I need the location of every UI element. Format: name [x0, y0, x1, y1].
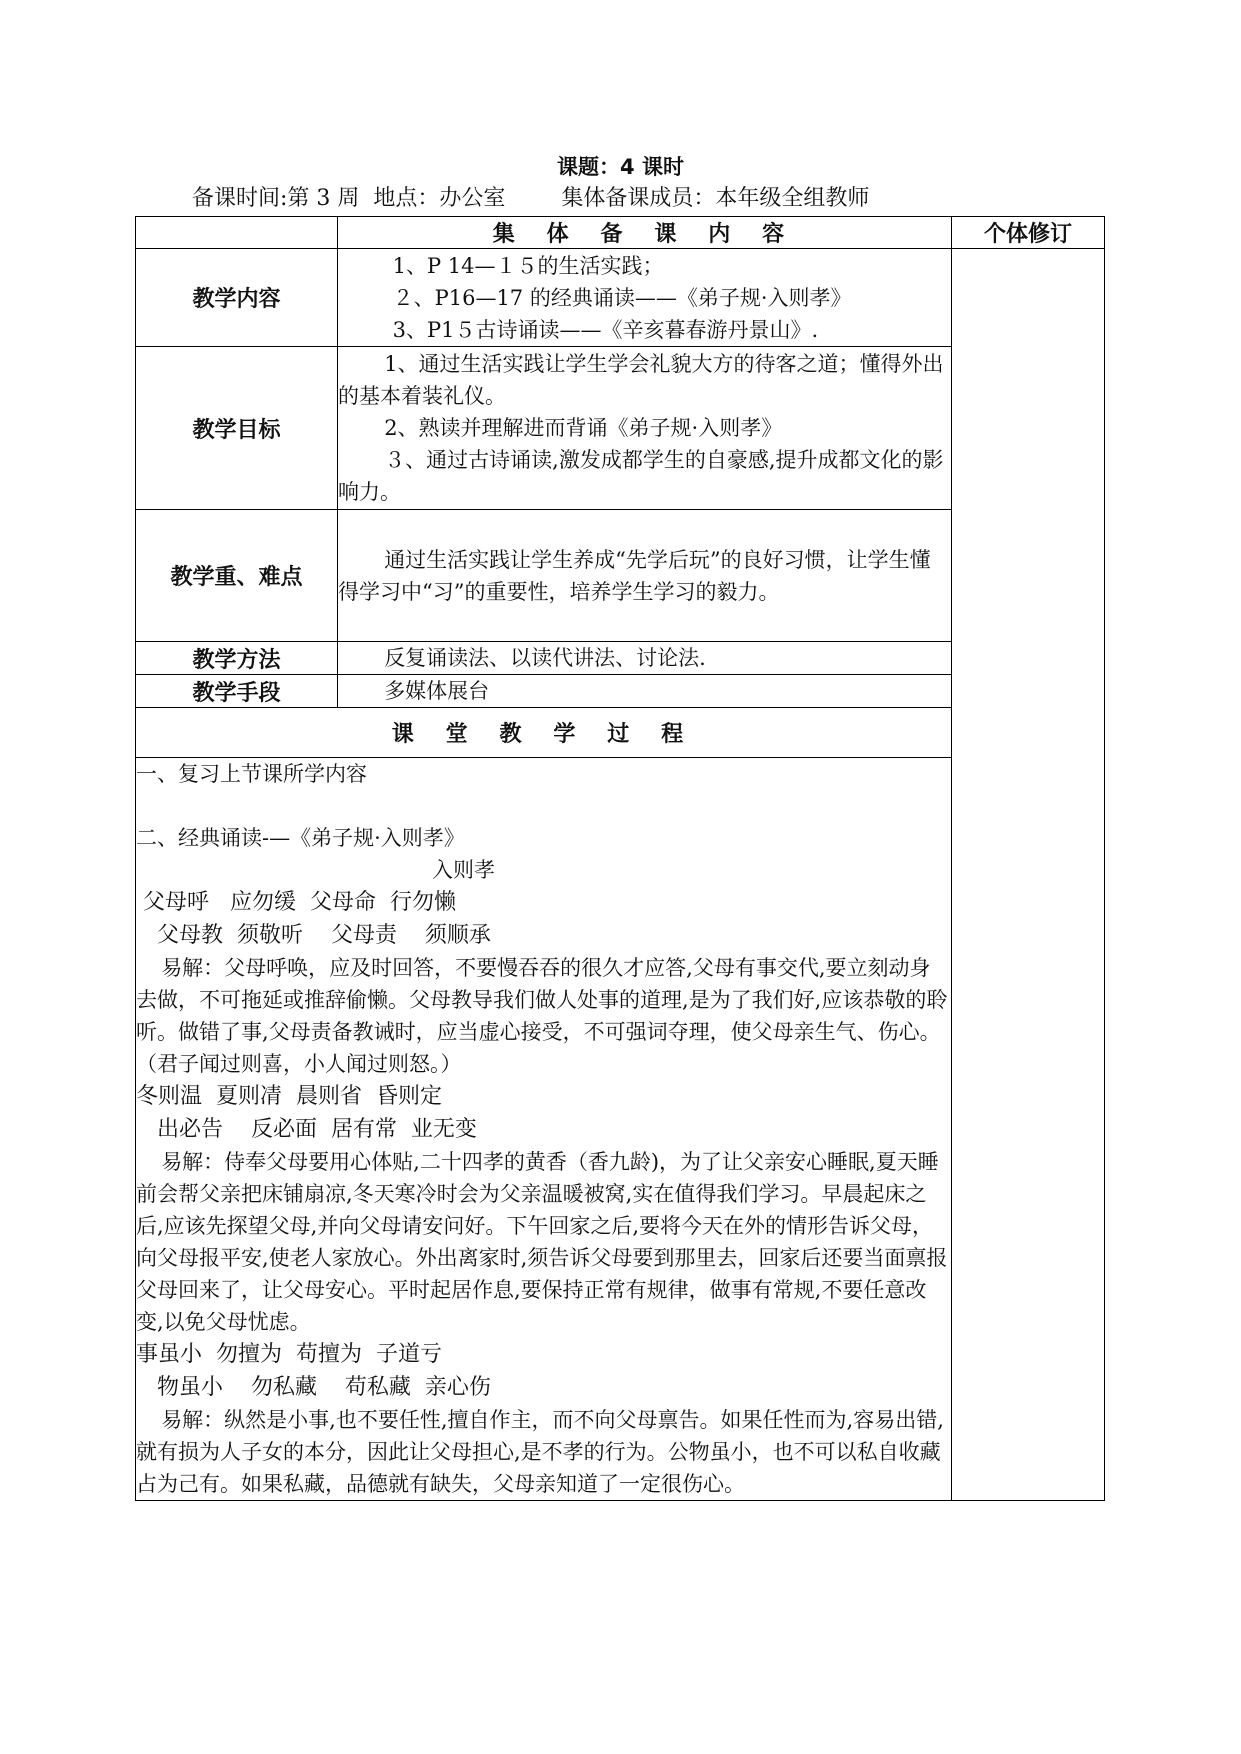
collective-content-header: 集 体 备 课 内 容 [338, 217, 952, 249]
recitation-line: 二、经典诵读-—《弟子规·入则孝》 [136, 826, 465, 850]
teaching-goals-cell: 1、通过生活实践让学生学会礼貌大方的待客之道；懂得外出的基本着装礼仪。 2、熟读并理解进而背诵《弟子规·入则孝》 ３、通过古诗诵读,激发成都学生的自豪感,提升成都文化的影响力。 [338, 347, 952, 510]
lesson-title: 课题：4 课时 [557, 155, 684, 179]
revision-column-cell [952, 249, 1105, 1501]
explanation-paragraph: 易解：父母呼唤，应及时回答，不要慢吞吞的很久才应答,父母有事交代,要立刻动身去做，不可拖延或推辞偷懒。父母教导我们做人处事的道理,是为了我们好,应该恭敬的聆听。做错了事,父母责备教诫时，应当虚心接受，不可强词夺理，使父母亲生气、伤心。（君子闻过则喜，小人闻过则怒。） [136, 956, 948, 1076]
row-label-goals: 教学目标 [136, 347, 338, 510]
verse-line: 冬则温 夏则凊 晨则省 昏则定 [136, 1084, 442, 1109]
row-label-content: 教学内容 [136, 249, 338, 347]
verse-line: 物虽小 勿私藏 苟私藏 亲心伤 [136, 1375, 491, 1400]
row-label-means: 教学手段 [136, 675, 338, 708]
individual-revision-header: 个体修订 [952, 217, 1105, 249]
review-line: 一、复习上节课所学内容 [136, 762, 367, 786]
process-body [136, 758, 952, 1501]
means-cell: 多媒体展台 [338, 675, 952, 708]
explanation-paragraph: 易解：侍奉父母要用心体贴,二十四孝的黄香（香九龄)，为了让父亲安心睡眠,夏天睡前会帮父亲把床铺扇凉,冬天寒冷时会为父亲温暖被窝,实在值得我们学习。早晨起床之后,应该先探望父母,并向父母请安问好。下午回家之后,要将今天在外的情形告诉父母，向父母报平安,使老人家放心。外出离家时,须告诉父母要到那里去，回家后还要当面禀报父母回来了，让父母安心。平时起居作息,要保持正常有规律，做事有常规,不要任意改变,以免父母忧虑。 [136, 1150, 948, 1334]
verse-line: 父母呼 应勿缓 父母命 行勿懒 [136, 890, 456, 915]
section-subtitle: 入则孝 [432, 858, 495, 882]
verse-line: 事虽小 勿擅为 苟擅为 子道亏 [136, 1342, 442, 1367]
row-label-key-points: 教学重、难点 [136, 510, 338, 642]
row-label-methods: 教学方法 [136, 642, 338, 675]
methods-cell: 反复诵读法、以读代讲法、讨论法. [338, 642, 952, 675]
teaching-content-cell: 1、P 14—１５的生活实践； ２、P16—17 的经典诵读——《弟子规·入则孝》 3、P1５古诗诵读——《辛亥暮春游丹景山》. [338, 249, 952, 347]
key-points-cell: 通过生活实践让学生养成“先学后玩”的良好习惯，让学生懂得学习中“习”的重要性，培养学生学习的毅力。 [338, 510, 952, 642]
prep-meta-line: 备课时间:第 3 周 地点：办公室 集体备课成员：本年级全组教师 [192, 186, 870, 211]
process-header: 课 堂 教 学 过 程 [136, 708, 952, 758]
lesson-plan-table [135, 216, 1105, 1501]
explanation-paragraph: 易解：纵然是小事,也不要任性,擅自作主，而不向父母禀告。如果任性而为,容易出错,就有损为人子女的本分，因此让父母担心,是不孝的行为。公物虽小，也不可以私自收藏占为己有。如果私藏，品德就有缺失，父母亲知道了一定很伤心。 [136, 1408, 944, 1496]
verse-line: 出必告 反必面 居有常 业无变 [136, 1117, 477, 1142]
verse-line: 父母教 须敬听 父母责 须顺承 [136, 923, 491, 948]
